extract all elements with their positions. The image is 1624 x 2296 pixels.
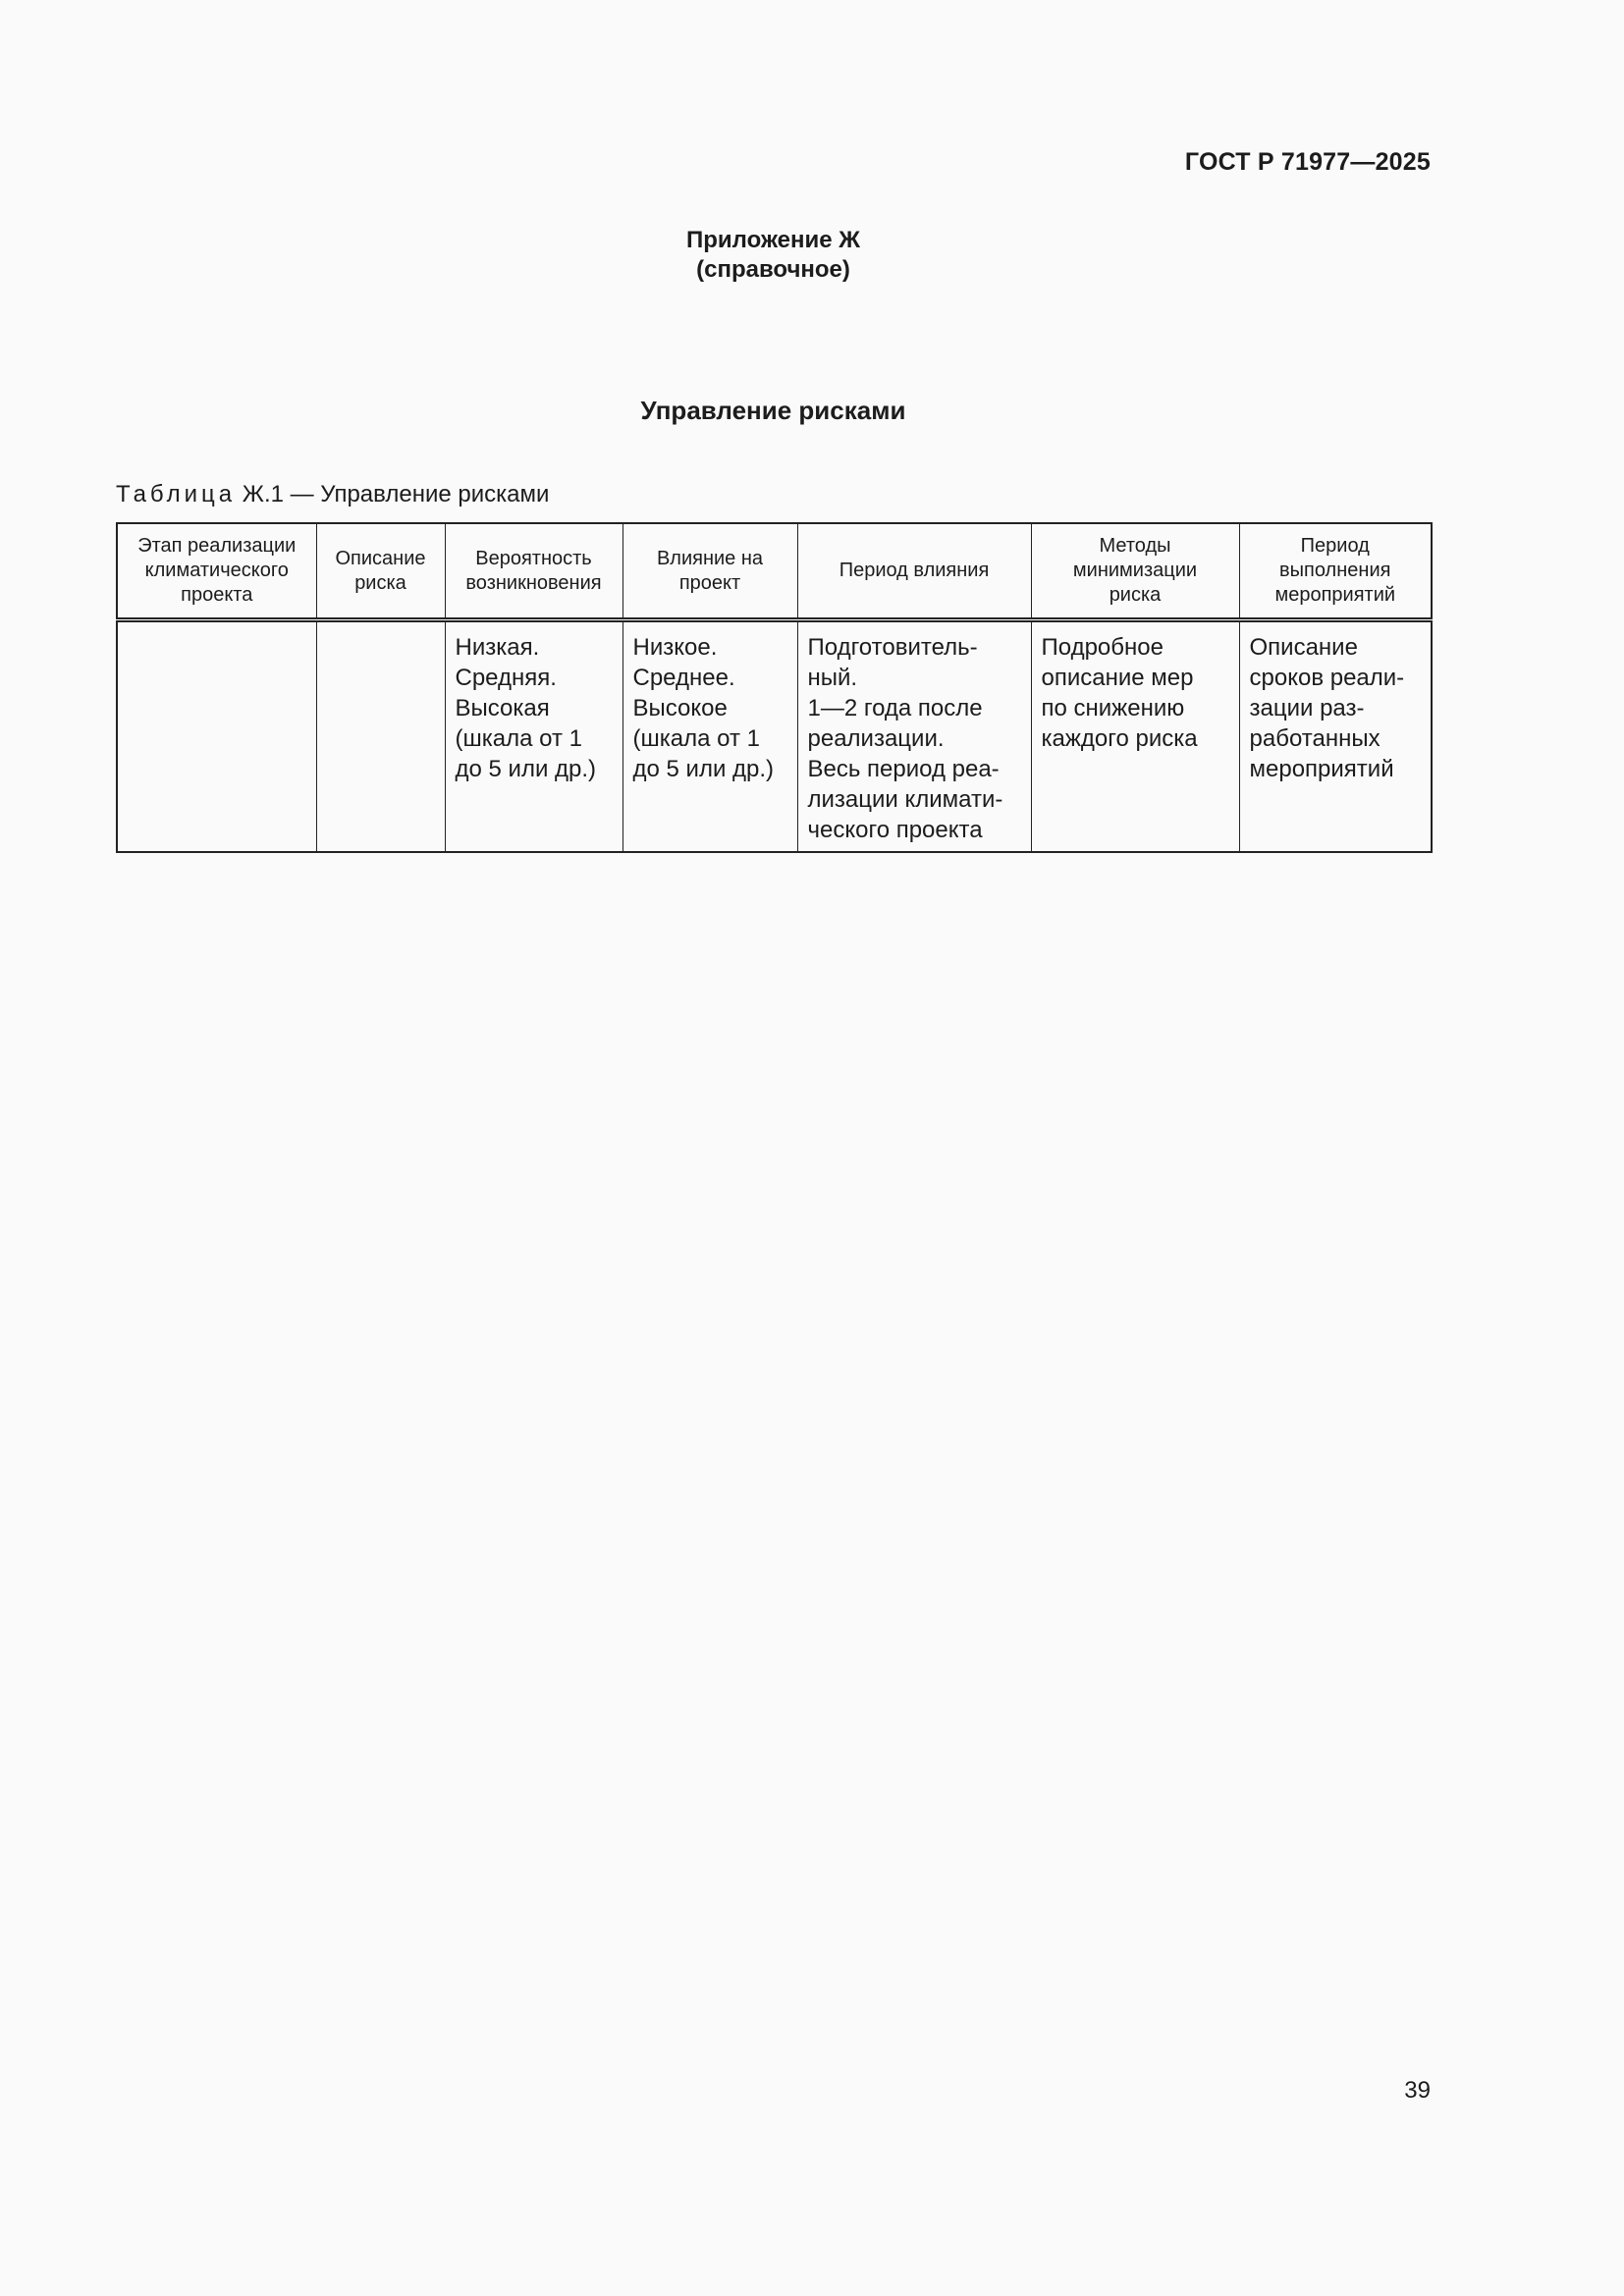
table-header [117, 523, 1432, 620]
column-header-line: Влияние на [656, 547, 764, 569]
table-cell [623, 620, 797, 853]
header-row [117, 523, 1432, 620]
cell-text-line: ческого проекта [807, 817, 983, 843]
cell-text-line: сроков реали- [1249, 665, 1405, 691]
cell-text-line: каждого риска [1041, 725, 1198, 752]
cell-text-line: реализации. [807, 725, 945, 752]
table-cell [445, 620, 623, 853]
cell-text-line: описание мер [1041, 665, 1194, 691]
cell-text-line: по снижению [1041, 695, 1185, 721]
column-header [316, 523, 445, 620]
cell-text-line: Среднее. [632, 665, 735, 691]
column-header-line: возникновения [465, 571, 602, 594]
cell-text-line: Высокое [632, 695, 728, 721]
section-title: Управление рисками [640, 396, 906, 425]
column-header-line: Период влияния [839, 560, 990, 581]
cell-text-line: Низкая. [455, 634, 540, 661]
column-header-line: Описание [335, 547, 426, 569]
cell-text-line: Подготовитель- [807, 634, 978, 661]
table-cell [1239, 620, 1432, 853]
cell-text-line: Средняя. [455, 665, 557, 691]
cell-text-line: Весь период реа- [807, 756, 1000, 782]
column-header-line: мероприятий [1274, 584, 1396, 606]
column-header-line: минимизации [1072, 560, 1198, 581]
column-header-line: Этап реализации [137, 535, 297, 557]
column-header-line: Методы [1099, 535, 1171, 557]
cell-text-line: работанных [1249, 725, 1380, 752]
appendix-heading [0, 226, 1546, 285]
column-header-line: проекта [181, 584, 253, 606]
column-header [117, 523, 316, 620]
cell-text-line: зации раз- [1249, 695, 1365, 721]
cell-text-line: мероприятий [1249, 756, 1394, 782]
column-header [1031, 523, 1239, 620]
column-header-line: Вероятность [475, 547, 592, 569]
cell-text-line: лизации климати- [807, 786, 1003, 813]
column-header-line: риска [354, 571, 406, 594]
risk-management-table [116, 522, 1433, 853]
cell-text-line: до 5 или др.) [632, 756, 775, 782]
column-header-line: проект [678, 571, 741, 594]
column-header [445, 523, 623, 620]
column-header [623, 523, 797, 620]
table-cell [316, 620, 445, 853]
table-cell [797, 620, 1031, 853]
cell-text-line: до 5 или др.) [455, 756, 597, 782]
table-body [117, 620, 1432, 853]
appendix-subtitle: (справочное) [696, 256, 850, 283]
cell-text-line: Описание [1249, 634, 1358, 661]
cell-text-line: Подробное [1041, 634, 1164, 661]
column-header [797, 523, 1031, 620]
table-cell [1031, 620, 1239, 853]
cell-text-line: 1—2 года после [807, 695, 983, 721]
cell-text-line: ный. [807, 665, 858, 691]
table-caption-prefix: Таблица [116, 481, 237, 507]
column-header-line: выполнения [1279, 560, 1391, 581]
page-number: 39 [1404, 2077, 1431, 2104]
cell-text-line: Высокая [455, 695, 550, 721]
column-header [1239, 523, 1432, 620]
cell-text-line: Низкое. [632, 634, 718, 661]
table-caption-rest: Ж.1 — Управление рисками [236, 481, 550, 507]
cell-text-line: (шкала от 1 [455, 725, 582, 752]
table-cell [117, 620, 316, 853]
table-caption [116, 481, 549, 508]
column-header-line: риска [1109, 584, 1162, 606]
cell-text-line: (шкала от 1 [632, 725, 760, 752]
appendix-title: Приложение Ж [686, 227, 860, 253]
column-header-line: климатического [144, 560, 289, 581]
table-row [117, 620, 1432, 853]
column-header-line: Период [1300, 535, 1370, 557]
document-code: ГОСТ Р 71977—2025 [1184, 148, 1431, 176]
